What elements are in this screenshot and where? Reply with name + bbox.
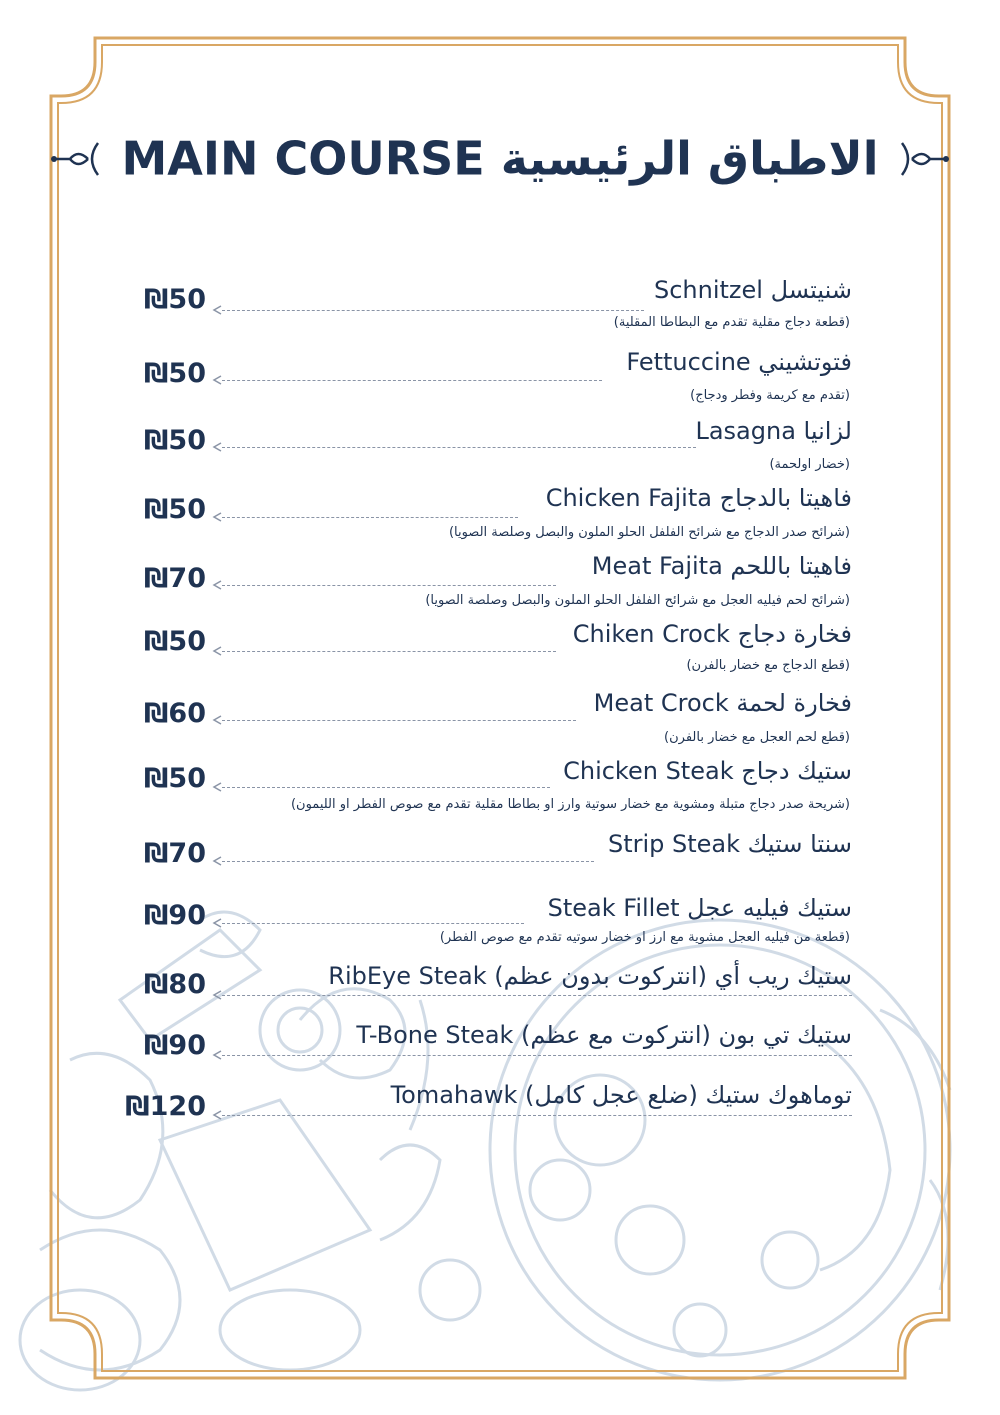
- dotted-leader: [222, 995, 852, 996]
- dotted-leader: [222, 861, 594, 862]
- item-price: ₪70: [144, 563, 206, 594]
- item-description: (شرائح صدر الدجاج مع شرائح الفلفل الحلو الملون والبصل وصلصة الصويا): [448, 525, 850, 540]
- item-description: (شريحة صدر دجاج متبلة ومشوية مع خضار سوتية وارز او بطاطا مقلية تقدم مع صوص الفطر او الليمون): [290, 797, 850, 812]
- item-name: فخارة دجاج Chiken Crock: [572, 620, 852, 648]
- arrow-left-icon: [212, 1050, 222, 1060]
- arrow-left-icon: [212, 1110, 222, 1120]
- arrow-left-icon: [212, 442, 222, 452]
- item-name: توماهوك ستيك (ضلع عجل كامل) Tomahawk: [390, 1081, 852, 1109]
- item-description: (قطعة دجاج مقلية تقدم مع البطاطا المقلية): [613, 315, 850, 330]
- item-price: ₪50: [144, 358, 206, 389]
- dotted-leader: [222, 380, 602, 381]
- arrow-left-icon: [212, 305, 222, 315]
- item-description: (قطع لحم العجل مع خضار بالفرن): [664, 730, 850, 745]
- item-price: ₪90: [144, 900, 206, 931]
- dotted-leader: [222, 310, 644, 311]
- arrow-left-icon: [212, 375, 222, 385]
- item-description: (شرائح لحم فيليه العجل مع شرائح الفلفل الحلو الملون والبصل وصلصة الصويا): [425, 593, 850, 608]
- item-name: ستيك تي بون (انتركوت مع عظم) T-Bone Steak: [356, 1021, 852, 1049]
- item-name: ستيك ريب أي (انتركوت بدون عظم) RibEye Steak: [328, 962, 852, 990]
- dotted-leader: [222, 923, 524, 924]
- item-description: (قطعة من فيليه العجل مشوية مع ارز او خضار سوتيه تقدم مع صوص الفطر): [439, 930, 850, 945]
- item-name: فخارة لحمة Meat Crock: [593, 689, 852, 717]
- item-price: ₪60: [144, 698, 206, 729]
- item-price: ₪50: [144, 284, 206, 315]
- arrow-left-icon: [212, 990, 222, 1000]
- arrow-left-icon: [212, 512, 222, 522]
- item-name: سنتا ستيك Strip Steak: [607, 830, 852, 858]
- dotted-leader: [222, 1115, 852, 1116]
- item-name: فتوتشيني Fettuccine: [626, 348, 852, 376]
- title-english: MAIN COURSE: [121, 131, 485, 186]
- dotted-leader: [222, 447, 696, 448]
- dotted-leader: [222, 720, 576, 721]
- item-price: ₪50: [144, 763, 206, 794]
- item-price: ₪70: [144, 838, 206, 869]
- item-name: شنيتسل Schnitzel: [653, 276, 852, 304]
- arrow-left-icon: [212, 856, 222, 866]
- arrow-left-icon: [212, 646, 222, 656]
- item-price: ₪50: [144, 425, 206, 456]
- item-description: (تقدم مع كريمة وفطر ودجاج): [690, 388, 850, 403]
- item-price: ₪50: [144, 626, 206, 657]
- item-price: ₪80: [144, 969, 206, 1000]
- arrow-left-icon: [212, 580, 222, 590]
- item-price: ₪50: [144, 494, 206, 525]
- arrow-left-icon: [212, 715, 222, 725]
- dotted-leader: [222, 585, 556, 586]
- item-price: ₪90: [144, 1030, 206, 1061]
- dotted-leader: [222, 1055, 852, 1056]
- dotted-leader: [222, 517, 518, 518]
- item-name: ستيك فيليه عجل Steak Fillet: [547, 894, 852, 922]
- dotted-leader: [222, 651, 556, 652]
- item-price: ₪120: [125, 1091, 206, 1122]
- item-name: ستيك دجاج Chicken Steak: [563, 757, 852, 785]
- item-name: فاهيتا بالدجاج Chicken Fajita: [545, 484, 852, 512]
- arrow-left-icon: [212, 918, 222, 928]
- arrow-left-icon: [212, 782, 222, 792]
- item-description: (قطع الدجاج مع خضار بالفرن): [686, 658, 850, 673]
- dotted-leader: [222, 787, 550, 788]
- item-name: فاهيتا باللحم Meat Fajita: [591, 552, 852, 580]
- item-name: لزانيا Lasagna: [695, 417, 852, 445]
- item-description: (خضار اولحمة): [769, 457, 850, 472]
- title-arabic: الاطباق الرئيسية: [500, 131, 879, 186]
